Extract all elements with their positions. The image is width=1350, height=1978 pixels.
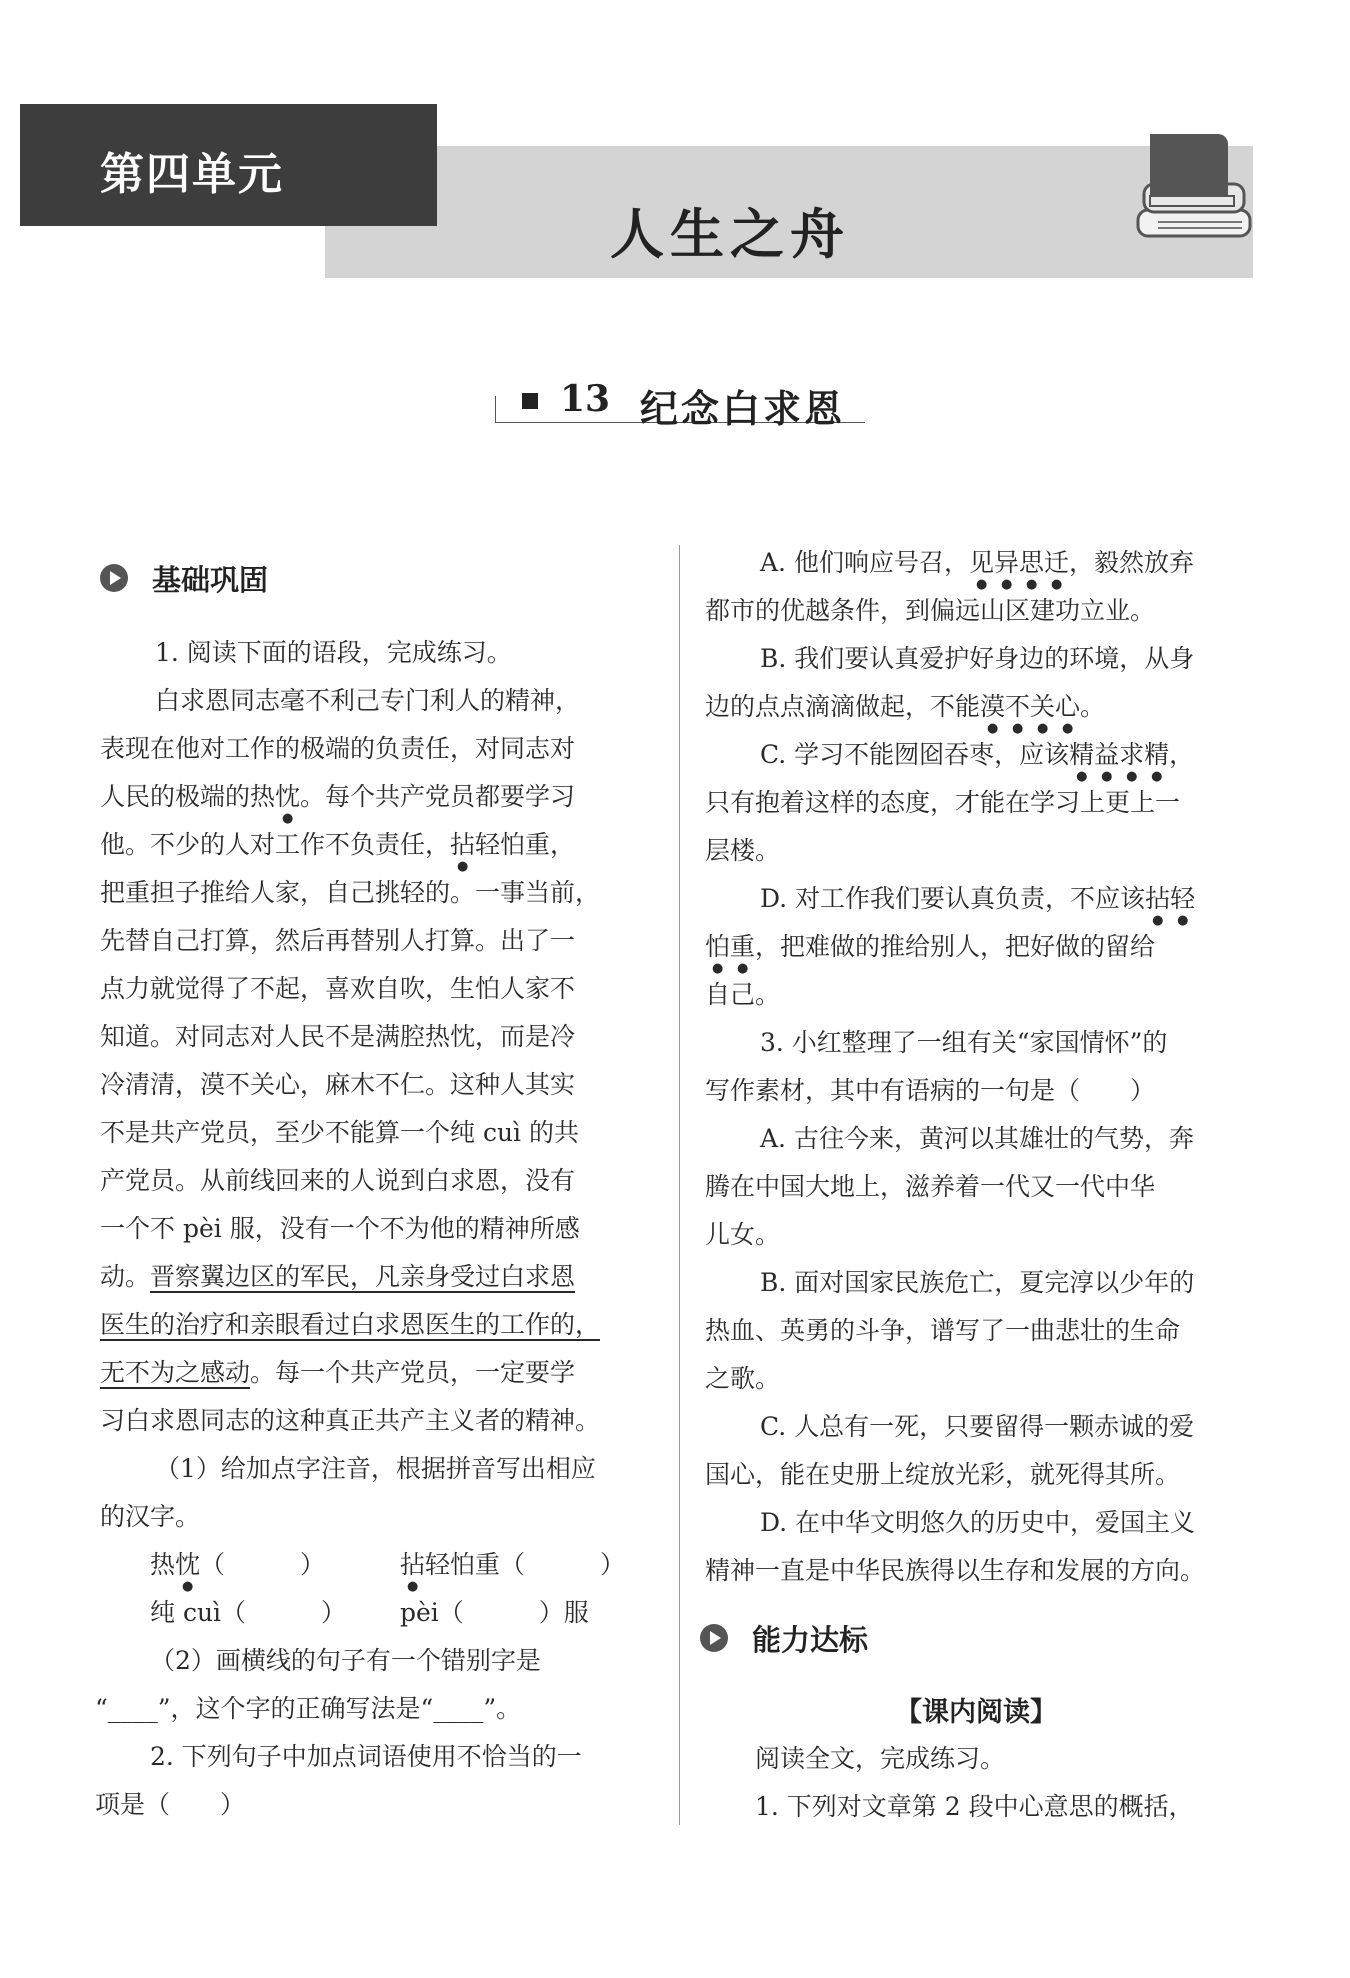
option-b: B. 我们要认真爱护好身边的环境，从身 [760,644,1195,673]
passage-line: 知道。对同志对人民不是满腔热忱，而是冷 [100,1022,576,1051]
passage-line: 点力就觉得了不起，喜欢自吹，生怕人家不 [100,974,576,1003]
section-title: 能力达标 [752,1623,869,1657]
passage-line: 无不为之感动。每一个共产党员，一定要学 [100,1358,576,1387]
passage-line: 动。晋察翼边区的军民，凡亲身受过白求恩 [100,1262,576,1291]
underlined-sentence: 无不为之感动 [100,1358,251,1387]
option-line: 之歌。 [705,1364,781,1393]
sub-question-1-cont: 的汉字。 [100,1502,201,1531]
option-line: 只有抱着这样的态度，才能在学习上更上一 [705,788,1181,817]
dotted-char: 忱 [175,1550,201,1579]
unit-label: 第四单元 [100,149,284,200]
lesson-title: 纪念白求恩 [640,386,846,431]
question-2: 2. 下列句子中加点词语使用不恰当的一 [150,1742,582,1771]
dotted-char: 忱 [275,782,301,811]
passage-line: 先替自己打算，然后再替别人打算。出了一 [100,926,576,955]
dotted-phrase: 漠不关心 [980,692,1081,721]
passage-line: 冷清清，漠不关心，麻木不仁。这种人其实 [100,1070,576,1099]
option-b: B. 面对国家民族危亡，夏完淳以少年的 [760,1268,1195,1297]
section-title: 基础巩固 [152,563,269,597]
reading-subheading: 【课内阅读】 [895,1697,1057,1728]
passage-line: 不是共产党员，至少不能算一个纯 cuì 的共 [100,1118,579,1147]
option-a: A. 古往今来，黄河以其雄壮的气势，奔 [760,1124,1194,1153]
option-line: 边的点点滴滴做起，不能漠不关心。 [705,692,1106,721]
passage-line: 表现在他对工作的极端的负责任，对同志对 [100,734,576,763]
option-line: 国心，能在史册上绽放光彩，就死得其所。 [705,1460,1181,1489]
play-circle-icon [700,1624,728,1652]
column-divider [679,545,680,1825]
answer-blank[interactable]: pèi（ ）服 [400,1598,589,1627]
lesson-number: 13 [560,378,611,420]
passage-line: 习白求恩同志的这种真正共产主义者的精神。 [100,1406,601,1435]
underlined-sentence: 晋察翼边区的军民，凡亲身受过白求恩 [150,1262,576,1291]
passage-line: 他。不少的人对工作不负责任，拈轻怕重， [100,830,576,859]
option-line: 都市的优越条件，到偏远山区建功立业。 [705,596,1156,625]
dotted-phrase: 拈轻 [1145,884,1196,913]
option-line: 儿女。 [705,1220,781,1249]
option-a: A. 他们响应号召，见异思迁，毅然放弃 [760,548,1194,577]
question-3: 3. 小红整理了一组有关“家国情怀”的 [760,1028,1168,1057]
play-circle-icon [100,564,128,592]
reading-question-1: 1. 下列对文章第 2 段中心意思的概括， [755,1792,1194,1821]
passage-line: 产党员。从前线回来的人说到白求恩，没有 [100,1166,576,1195]
square-bullet-icon [522,393,538,409]
sub-question-1: （1）给加点字注音，根据拼音写出相应 [155,1454,596,1483]
dotted-char: 拈 [450,830,476,859]
lesson-header [495,378,865,430]
dotted-char: 拈 [400,1550,426,1579]
question-2-cont: 项是（ ） [95,1790,246,1819]
option-d: D. 对工作我们要认真负责，不应该拈轻 [760,884,1196,913]
passage-line: 人民的极端的热忱。每个共产党员都要学习 [100,782,576,811]
option-line: 精神一直是中华民族得以生存和发展的方向。 [705,1556,1206,1585]
question-3-cont: 写作素材，其中有语病的一句是（ ） [705,1076,1156,1105]
answer-blank[interactable]: 热忱（ ） [150,1550,326,1579]
dotted-phrase: 见异思迁 [968,548,1069,577]
books-stack-icon [1130,122,1260,272]
option-line: 层楼。 [705,836,781,865]
dotted-phrase: 怕重 [705,932,756,961]
sub-question-2-cont[interactable]: “____”，这个字的正确写法是“____”。 [95,1694,522,1723]
passage-line: 一个不 pèi 服，没有一个不为他的精神所感 [100,1214,580,1243]
lesson-header-bracket [495,396,496,423]
option-d: D. 在中华文明悠久的历史中，爱国主义 [760,1508,1196,1537]
unit-title: 人生之舟 [610,203,850,266]
option-c: C. 学习不能囫囵吞枣，应该精益求精， [760,740,1195,769]
question-1: 1. 阅读下面的语段，完成练习。 [155,638,512,667]
reading-instruction: 阅读全文，完成练习。 [755,1744,1006,1773]
option-line: 腾在中国大地上，滋养着一代又一代中华 [705,1172,1156,1201]
answer-blank[interactable]: 纯 cuì（ ） [150,1598,347,1627]
dotted-phrase: 精益求精 [1069,740,1170,769]
sub-question-2: （2）画横线的句子有一个错别字是 [150,1646,541,1675]
option-line: 热血、英勇的斗争，谱写了一曲悲壮的生命 [705,1316,1181,1345]
passage-line: 把重担子推给人家，自己挑轻的。一事当前， [100,878,601,907]
answer-blank[interactable]: 拈轻怕重（ ） [400,1550,626,1579]
underlined-sentence: 医生的治疗和亲眼看过白求恩医生的工作的， [100,1310,601,1339]
passage-line: 白求恩同志毫不利己专门利人的精神， [155,686,581,715]
option-line: 怕重，把难做的推给别人，把好做的留给 [705,932,1156,961]
option-line: 自己。 [705,980,781,1009]
option-c: C. 人总有一死，只要留得一颗赤诚的爱 [760,1412,1195,1441]
